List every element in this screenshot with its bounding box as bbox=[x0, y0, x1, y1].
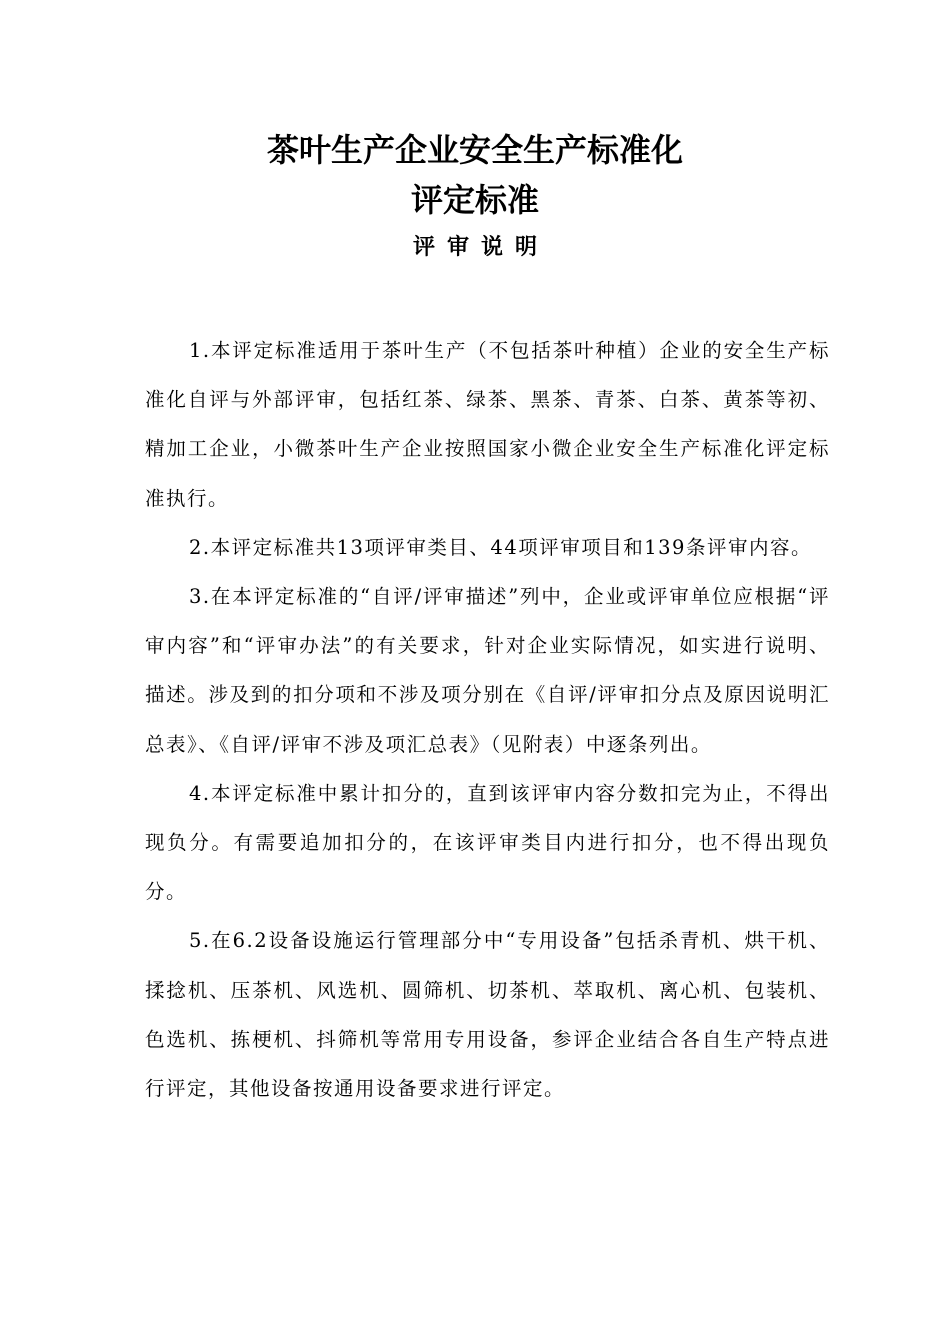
paragraph-4: 4.本评定标准中累计扣分的，直到该评审内容分数扣完为止，不得出现负分。有需要追加扣分的，在该评审类目内进行扣分，也不得出现负分。 bbox=[145, 781, 830, 904]
document-title-line-2: 评定标准 bbox=[410, 181, 539, 219]
paragraph-5: 5.在6.2设备设施运行管理部分中“专用设备”包括杀青机、烘干机、揉捻机、压茶机、风选机、圆筛机、切茶机、萃取机、离心机、包装机、色选机、拣梗机、抖筛机等常用专用设备，参评企业结合各自生产特点进行评定，其他设备按通用设备要求进行评定。 bbox=[145, 929, 830, 1101]
paragraph-2: 2.本评定标准共13项评审类目、44项评审项目和139条评审内容。 bbox=[189, 535, 812, 559]
document-body bbox=[145, 326, 830, 1113]
section-subtitle: 评审说明 bbox=[412, 234, 549, 260]
paragraph-3: 3.在本评定标准的“自评/评审描述”列中，企业或评审单位应根据“评审内容”和“评审办法”的有关要求，针对企业实际情况，如实进行说明、描述。涉及到的扣分项和不涉及项分别在《自评/评审扣分点及原因说明汇总表》、《自评/评审不涉及项汇总表》（见附表）中逐条列出。 bbox=[145, 585, 830, 756]
paragraph-1: 1.本评定标准适用于茶叶生产（不包括茶叶种植）企业的安全生产标准化自评与外部评审，包括红茶、绿茶、黑茶、青茶、白茶、黄茶等初、精加工企业，小微茶叶生产企业按照国家小微企业安全生产标准化评定标准执行。 bbox=[145, 339, 830, 510]
document-title-line-1: 茶叶生产企业安全生产标准化 bbox=[266, 131, 683, 169]
